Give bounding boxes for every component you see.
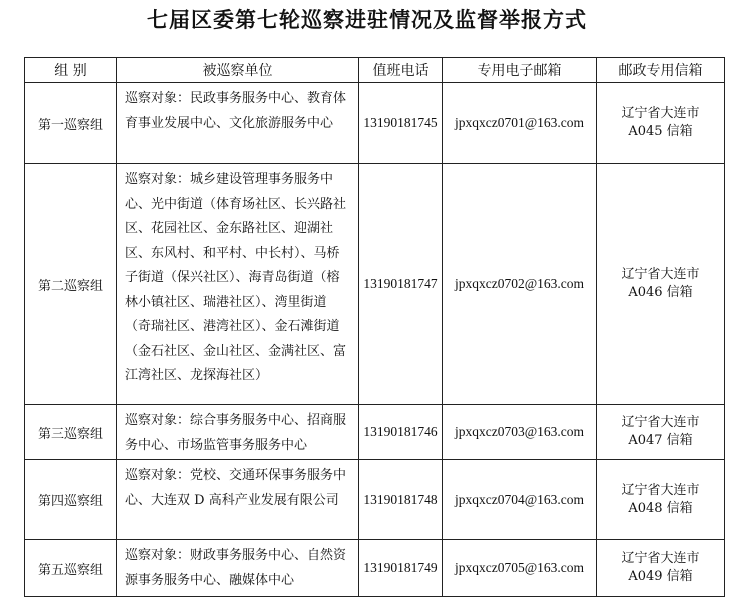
group-name: 第二巡察组 [25, 164, 117, 405]
table-row [25, 540, 725, 597]
duty-phone: 13190181748 [359, 460, 443, 540]
inspected-units: 巡察对象：财政事务服务中心、自然资源事务服务中心、融媒体中心 [117, 540, 359, 597]
header-duty-phone: 值班电话 [359, 58, 443, 83]
email-address: jpxqxcz0702@163.com [443, 164, 597, 405]
mailbox-line-1: 辽宁省大连市 [621, 267, 700, 282]
postal-mailbox [597, 460, 725, 540]
email-address: jpxqxcz0704@163.com [443, 460, 597, 540]
email-address: jpxqxcz0701@163.com [443, 83, 597, 164]
postal-mailbox [597, 405, 725, 460]
table-header-row [25, 58, 725, 83]
postal-mailbox [597, 540, 725, 597]
duty-phone: 13190181746 [359, 405, 443, 460]
duty-phone: 13190181749 [359, 540, 443, 597]
table-row [25, 460, 725, 540]
postal-mailbox [597, 83, 725, 164]
table-row [25, 83, 725, 164]
group-name: 第五巡察组 [25, 540, 117, 597]
mailbox-line-2: A045 信箱 [628, 124, 693, 139]
inspected-units: 巡察对象：党校、交通环保事务服务中心、大连双 D 高科产业发展有限公司 [117, 460, 359, 540]
email-address: jpxqxcz0703@163.com [443, 405, 597, 460]
inspected-units: 巡察对象：民政事务服务中心、教育体育事业发展中心、文化旅游服务中心 [117, 83, 359, 164]
duty-phone: 13190181745 [359, 83, 443, 164]
mailbox-line-1: 辽宁省大连市 [621, 482, 700, 498]
table-row [25, 405, 725, 460]
header-group: 组 别 [25, 58, 117, 83]
inspection-table [24, 57, 725, 597]
mailbox-line-1: 辽宁省大连市 [621, 106, 700, 121]
inspected-units: 巡察对象：城乡建设管理事务服务中心、光中街道（体育场社区、长兴路社区、花园社区、金东路社区、迎湖社区、东风村、和平村、中长村）、马桥子街道（保兴社区）、海青岛街道（榕林小镇社区、瑞港社区）、湾里街道（奇瑞社区、港湾社区）、金石滩街道（金石社区、金山社区、金满社区、富江湾社区、龙探海社区） [117, 164, 359, 405]
mailbox-line-2: A047 信箱 [628, 433, 693, 448]
group-name: 第三巡察组 [25, 405, 117, 460]
table-row [25, 164, 725, 405]
header-postal-mailbox: 邮政专用信箱 [597, 58, 725, 83]
duty-phone: 13190181747 [359, 164, 443, 405]
inspected-units: 巡察对象：综合事务服务中心、招商服务中心、市场监管事务服务中心 [117, 405, 359, 460]
group-name: 第一巡察组 [25, 83, 117, 164]
mailbox-line-1: 辽宁省大连市 [621, 551, 700, 566]
header-inspected-unit: 被巡察单位 [117, 58, 359, 83]
document-title: 七届区委第七轮巡察进驻情况及监督举报方式 [147, 7, 587, 32]
mailbox-line-2: A048 信箱 [628, 500, 693, 516]
group-name: 第四巡察组 [25, 460, 117, 540]
email-address: jpxqxcz0705@163.com [443, 540, 597, 597]
header-email: 专用电子邮箱 [443, 58, 597, 83]
mailbox-line-2: A046 信箱 [628, 285, 693, 300]
mailbox-line-1: 辽宁省大连市 [621, 415, 700, 430]
postal-mailbox [597, 164, 725, 405]
mailbox-line-2: A049 信箱 [628, 569, 693, 584]
